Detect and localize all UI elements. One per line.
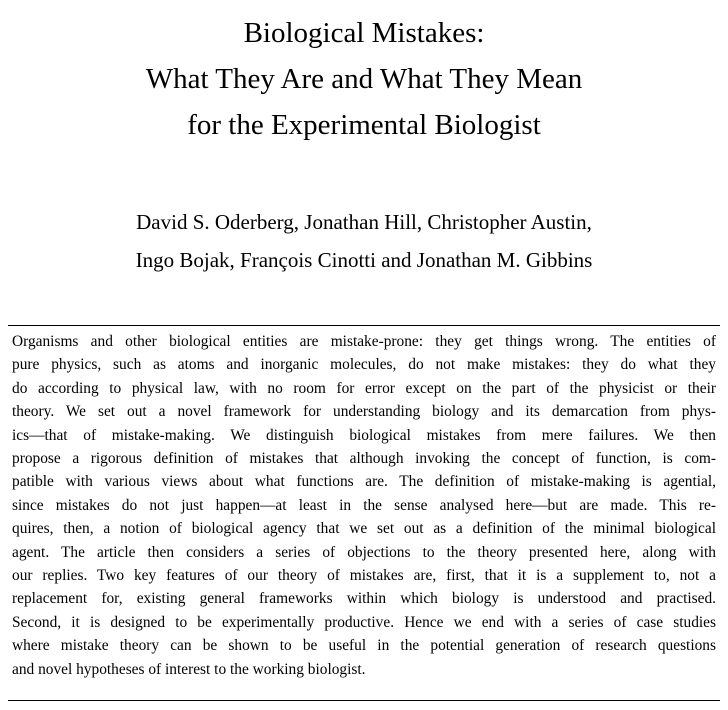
author-list	[0, 203, 728, 279]
author-line-1: David S. Oderberg, Jonathan Hill, Christopher Austin,	[136, 210, 592, 234]
abstract-line: ics—that of mistake-making. We distinguish biological mistakes from mere failures. We then	[12, 426, 716, 444]
abstract-line: since mistakes do not just happen—at least in the sense analysed here—but are made. This re-	[12, 496, 716, 514]
abstract-line: patible with various views about what functions are. The definition of mistake-making is agential,	[12, 473, 716, 491]
abstract-line: do according to physical law, with no room for error except on the part of the physicist or their	[12, 379, 716, 397]
abstract-line: pure physics, such as atoms and inorganic molecules, do not make mistakes: they do what they	[12, 356, 716, 374]
title-line-3: for the Experimental Biologist	[187, 109, 541, 141]
abstract-top-rule	[8, 325, 720, 326]
abstract-line: quires, then, a notion of biological agency that we set out as a definition of the minimal biological	[12, 520, 716, 538]
abstract-line-last: and novel hypotheses of interest to the working biologist.	[12, 660, 366, 678]
abstract-line: agent. The article then considers a series of objections to the theory presented here, along with	[12, 543, 716, 561]
abstract	[12, 330, 716, 681]
abstract-line: Second, it is designed to be experimentally productive. Hence we end with a series of case studies	[12, 613, 716, 631]
abstract-line: replacement for, existing general frameworks within which biology is understood and practised.	[12, 590, 716, 608]
author-line-2: Ingo Bojak, François Cinotti and Jonathan M. Gibbins	[135, 248, 593, 272]
abstract-bottom-rule	[8, 700, 720, 701]
abstract-line: theory. We set out a novel framework for understanding biology and its demarcation from phys-	[12, 403, 716, 421]
abstract-line: our replies. Two key features of our theory of mistakes are, first, that it is a supplement to, not a	[12, 567, 716, 585]
title-line-2: What They Are and What They Mean	[145, 63, 583, 95]
abstract-line: propose a rigorous definition of mistakes that although invoking the concept of function, is com-	[12, 450, 716, 468]
paper-title	[0, 10, 728, 148]
abstract-line: where mistake theory can be shown to be useful in the potential generation of research questions	[12, 637, 716, 655]
title-line-1: Biological Mistakes:	[243, 17, 485, 49]
abstract-line: Organisms and other biological entities are mistake-prone: they get things wrong. The entities of	[12, 333, 716, 350]
